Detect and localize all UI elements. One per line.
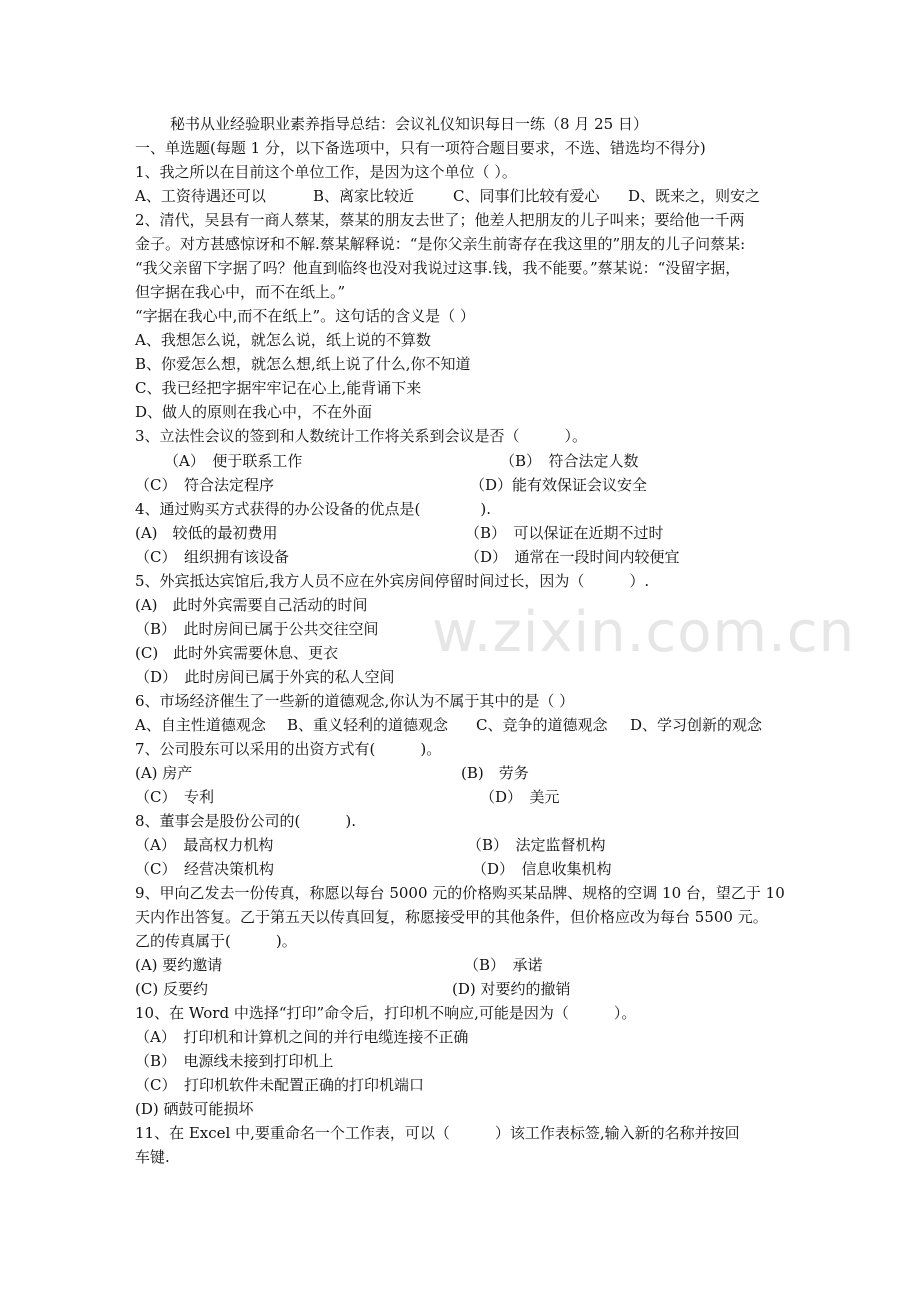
q7-option-b: (B) 劳务	[461, 764, 529, 782]
q3-option-c: （C） 符合法定程序	[135, 476, 274, 494]
q9-option-a: (A) 要约邀请	[135, 956, 223, 974]
q6-option-c: C、竞争的道德观念	[476, 716, 608, 734]
q10-option-b: （B） 电源线未接到打印机上	[135, 1052, 334, 1070]
question-9-line-1: 9、甲向乙发去一份传真，称愿以每台 5000 元的价格购买某品牌、规格的空调 10 台，望乙于 10	[135, 884, 785, 902]
q7-option-d: （D） 美元	[480, 788, 560, 806]
question-9-line-2: 天内作出答复。乙于第五天以传真回复，称愿接受甲的其他条件，但价格应改为每台 5500 元。	[135, 908, 768, 926]
q9-option-c: (C) 反要约	[135, 980, 208, 998]
q5-option-a: (A) 此时外宾需要自己活动的时间	[135, 596, 368, 614]
q3-option-d: （D）能有效保证会议安全	[470, 476, 648, 494]
q7-option-c: （C） 专利	[135, 788, 214, 806]
q5-option-d: （D） 此时房间已属于外宾的私人空间	[135, 668, 395, 686]
q8-option-a: （A） 最高权力机构	[135, 836, 274, 854]
question-7: 7、公司股东可以采用的出资方式有( )。	[135, 740, 442, 758]
q2-option-d: D、做人的原则在我心中，不在外面	[135, 403, 373, 421]
watermark: w.zixin.com.cn	[432, 600, 856, 665]
q9-option-b: （B） 承诺	[464, 956, 543, 974]
question-9-line-3: 乙的传真属于( )。	[135, 932, 297, 950]
question-2-line-3: “我父亲留下字据了吗？他直到临终也没对我说过这事.钱，我不能要。”蔡某说：“没留字据，	[135, 259, 741, 277]
question-11-line-2: 车键.	[135, 1148, 170, 1166]
q2-option-c: C、我已经把字据牢牢记在心上,能背诵下来	[135, 379, 422, 397]
q10-option-a: （A） 打印机和计算机之间的并行电缆连接不正确	[135, 1028, 469, 1046]
q10-option-d: (D) 硒鼓可能损坏	[135, 1100, 254, 1118]
q2-option-a: A、我想怎么说，就怎么说，纸上说的不算数	[135, 331, 431, 349]
q6-option-d: D、学习创新的观念	[630, 716, 763, 734]
question-2-line-1: 2、清代，吴县有一商人蔡某，蔡某的朋友去世了；他差人把朋友的儿子叫来；要给他一千两	[135, 211, 745, 229]
q10-option-c: （C） 打印机软件未配置正确的打印机端口	[135, 1076, 424, 1094]
question-1: 1、我之所以在目前这个单位工作，是因为这个单位（ ）。	[135, 163, 517, 181]
q3-option-b: （B） 符合法定人数	[500, 452, 639, 470]
q9-option-d: (D) 对要约的撤销	[452, 980, 571, 998]
q8-option-c: （C） 经营决策机构	[135, 860, 274, 878]
q6-option-b: B、重义轻利的道德观念	[287, 716, 449, 734]
q7-option-a: (A) 房产	[135, 764, 193, 782]
question-8: 8、董事会是股份公司的( ).	[135, 812, 357, 830]
q1-option-d: D、既来之，则安之	[628, 187, 761, 205]
question-3: 3、立法性会议的签到和人数统计工作将关系到会议是否（ ）。	[135, 427, 588, 445]
q4-option-b: （B） 可以保证在近期不过时	[465, 524, 664, 542]
q4-option-a: (A) 较低的最初费用	[135, 524, 278, 542]
question-11-line-1: 11、在 Excel 中,要重命名一个工作表，可以（ ）该工作表标签,输入新的名称并按回	[135, 1124, 740, 1142]
q4-option-d: （D） 通常在一段时间内较便宜	[465, 548, 680, 566]
q1-option-b: B、离家比较近	[313, 187, 415, 205]
question-2-line-2: 金子。对方甚感惊讶和不解.蔡某解释说：“是你父亲生前寄存在我这里的”朋友的儿子问蔡某:	[135, 235, 746, 253]
question-4: 4、通过购买方式获得的办公设备的优点是( ).	[135, 500, 492, 518]
q4-option-c: （C） 组织拥有该设备	[135, 548, 289, 566]
question-5: 5、外宾抵达宾馆后,我方人员不应在外宾房间停留时间过长，因为（ ）.	[135, 572, 650, 590]
question-6: 6、市场经济催生了一些新的道德观念,你认为不属于其中的是（ ）	[135, 692, 575, 710]
q1-option-a: A、工资待遇还可以	[135, 187, 266, 205]
section-heading: 一、单选题(每题 1 分，以下备选项中，只有一项符合题目要求，不选、错选均不得分)	[135, 139, 706, 157]
q5-option-b: （B） 此时房间已属于公共交往空间	[135, 620, 379, 638]
q5-option-c: (C) 此时外宾需要休息、更衣	[135, 644, 339, 662]
question-2-line-4: 但字据在我心中，而不在纸上。”	[135, 283, 346, 301]
question-10: 10、在 Word 中选择“打印”命令后，打印机不响应,可能是因为（ ）。	[135, 1004, 637, 1022]
q1-option-c: C、同事们比较有爱心	[453, 187, 600, 205]
q8-option-b: （B） 法定监督机构	[467, 836, 606, 854]
q3-option-a: （A） 便于联系工作	[164, 452, 303, 470]
q8-option-d: （D） 信息收集机构	[472, 860, 612, 878]
question-2-line-5: “字据在我心中,而不在纸上”。这句话的含义是（ ）	[135, 307, 475, 325]
document-title: 秘书从业经验职业素养指导总结：会议礼仪知识每日一练（8 月 25 日）	[170, 115, 648, 133]
q6-option-a: A、自主性道德观念	[135, 716, 266, 734]
q2-option-b: B、你爱怎么想，就怎么想,纸上说了什么,你不知道	[135, 355, 471, 373]
